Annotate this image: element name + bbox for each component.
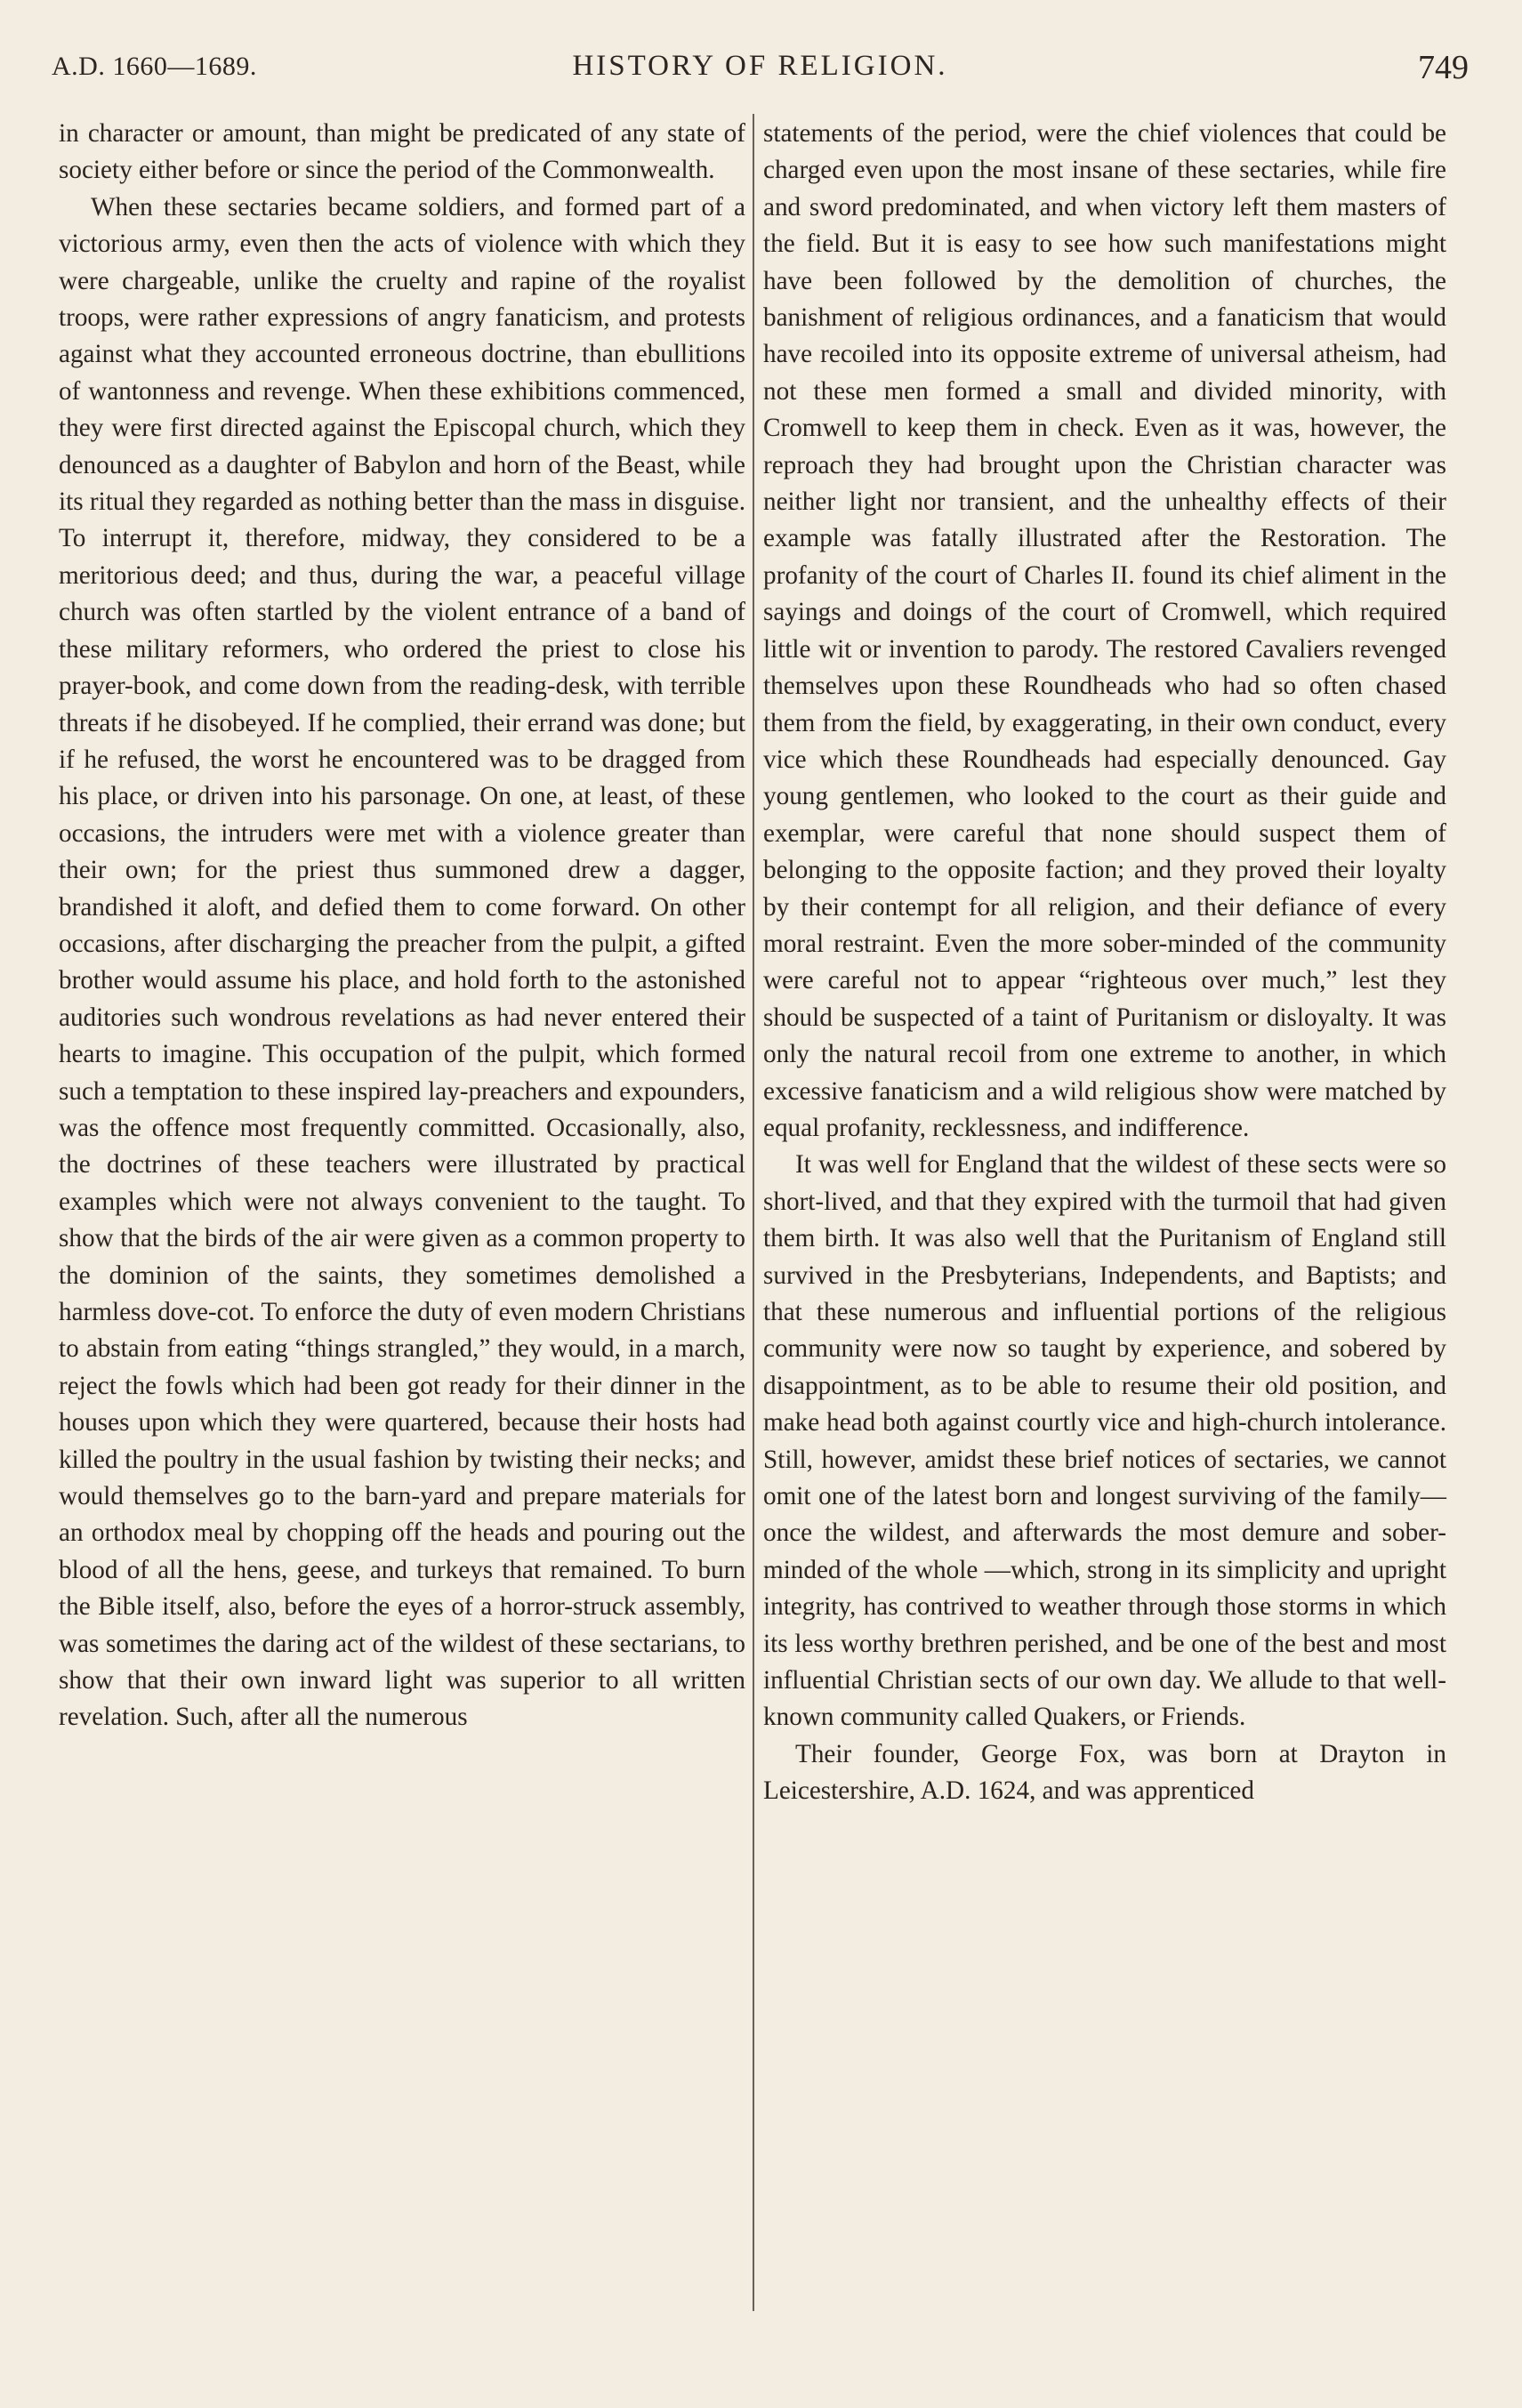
column-divider (753, 114, 754, 2311)
paragraph: It was well for England that the wildest of these sects were so short-lived, and that they expired with the turmoil that had given them birth. It was also well that the Puritanism of England still survived in the Presbyterians, Independents, and Baptists; and that these numerous and influential portions of the religious community were now so taught by experience, and sobered by disappointment, as to be able to resume their old position, and make head both against courtly vice and high-church intolerance. Still, however, amidst these brief notices of sectaries, we cannot omit one of the latest born and longest surviving of the family—once the wildest, and afterwards the most demure and sober-minded of the whole —which, strong in its simplicity and upright integrity, has contrived to weather through those storms in which its less worthy brethren perished, and be one of the best and most influential Christian sects of our own day. We allude to that well-known community called Quakers, or Friends. (763, 1150, 1446, 1732)
paragraph: in character or amount, than might be predicated of any state of society either before or since the period of the Commonwealth. (59, 119, 745, 185)
page-number: 749 (1418, 49, 1469, 86)
running-head (52, 46, 1469, 85)
right-column (763, 116, 1446, 1810)
left-column (59, 116, 745, 1736)
paragraph: Their founder, George Fox, was born at Drayton in Leicestershire, A.D. 1624, and was apprenticed (763, 1739, 1446, 1806)
date-range: A.D. 1660—1689. (52, 52, 257, 81)
paragraph: statements of the period, were the chief violences that could be charged even upon the most insane of these sectaries, while fire and sword predominated, and when victory left them masters of the field. But it is easy to see how such manifestations might have been followed by the demolition of churches, the banishment of religious ordinances, and a fanaticism that would have recoiled into its opposite extreme of universal atheism, had not these men formed a small and divided minority, with Cromwell to keep them in check. Even as it was, however, the reproach they had brought upon the Christian character was neither light nor transient, and the unhealthy effects of their example was fatally illustrated after the Restoration. The profanity of the court of Charles II. found its chief aliment in the sayings and doings of the court of Cromwell, which required little wit or invention to parody. The restored Cavaliers revenged themselves upon these Roundheads who had so often chased them from the field, by exaggerating, in their own conduct, every vice which these Roundheads had especially denounced. Gay young gentlemen, who looked to the court as their guide and exemplar, were careful that none should suspect them of belonging to the opposite faction; and they proved their loyalty by their contempt for all religion, and their defiance of every moral restraint. Even the more sober-minded of the community were careful not to appear “righteous over much,” lest they should be suspected of a taint of Puritanism or disloyalty. It was only the natural recoil from one extreme to another, in which excessive fanaticism and a wild religious show were matched by equal profanity, recklessness, and indifference. (763, 119, 1446, 1142)
running-title: HISTORY OF RELIGION. (572, 50, 948, 82)
paragraph: When these sectaries became soldiers, and formed part of a victorious army, even then the acts of violence with which they were chargeable, unlike the cruelty and rapine of the royalist troops, were rather expressions of angry fanaticism, and protests against what they accounted erroneous doctrine, than ebullitions of wantonness and revenge. When these exhibitions commenced, they were first directed against the Episcopal church, which they denounced as a daughter of Babylon and horn of the Beast, while its ritual they regarded as nothing better than the mass in disguise. To interrupt it, therefore, midway, they considered to be a meritorious deed; and thus, during the war, a peaceful village church was often startled by the violent entrance of a band of these military reformers, who ordered the priest to close his prayer-book, and come down from the reading-desk, with terrible threats if he disobeyed. If he complied, their errand was done; but if he refused, the worst he encountered was to be dragged from his place, or driven into his parsonage. On one, at least, of these occasions, the intruders were met with a violence greater than their own; for the priest thus summoned drew a dagger, brandished it aloft, and defied them to come forward. On other occasions, after discharging the preacher from the pulpit, a gifted brother would assume his place, and hold forth to the astonished auditories such wondrous revelations as had never entered their hearts to imagine. This occupation of the pulpit, which formed such a temptation to these inspired lay-preachers and expounders, was the offence most frequently committed. Occasionally, also, the doctrines of these teachers were illustrated by practical examples which were not always convenient to the taught. To show that the birds of the air were given as a common property to the dominion of the saints, they sometimes demolished a harmless dove-cot. To enforce the duty of even modern Christians to abstain from eating “things strangled,” they would, in a march, reject the fowls which had been got ready for their dinner in the houses upon which they were quartered, because their hosts had killed the poultry in the usual fashion by twisting their necks; and would themselves go to the barn-yard and prepare materials for an orthodox meal by chopping off the heads and pouring out the blood of all the hens, geese, and turkeys that remained. To burn the Bible itself, also, before the eyes of a horror-struck assembly, was sometimes the daring act of the wildest of these sectarians, to show that their own inward light was superior to all written revelation. Such, after all the numerous (59, 192, 745, 1732)
